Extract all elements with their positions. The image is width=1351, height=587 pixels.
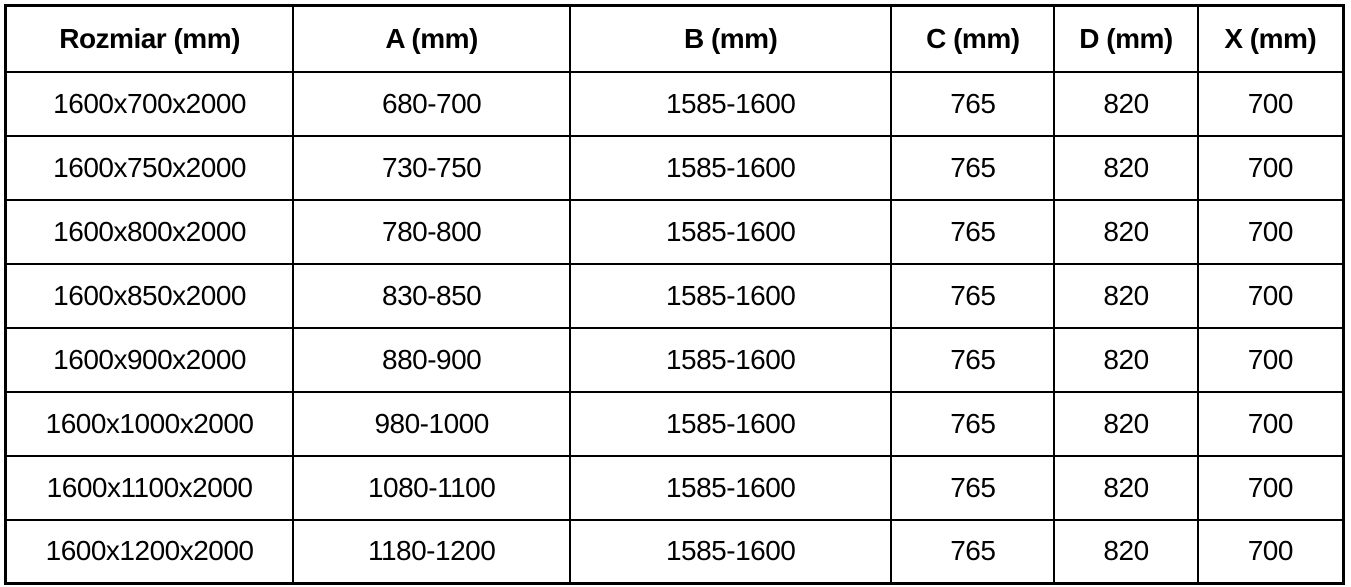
table-cell: 700 <box>1198 72 1344 136</box>
table-cell: 1080-1100 <box>293 456 570 520</box>
table-cell: 820 <box>1054 264 1197 328</box>
table-row <box>6 392 1344 456</box>
table-row <box>6 200 1344 264</box>
table-cell: 820 <box>1054 72 1197 136</box>
table-cell: 1600x900x2000 <box>6 328 294 392</box>
table-row <box>6 520 1344 584</box>
table-cell: 1600x1000x2000 <box>6 392 294 456</box>
column-header: C (mm) <box>891 6 1054 72</box>
table-cell: 1585-1600 <box>570 200 891 264</box>
table-cell: 1585-1600 <box>570 520 891 584</box>
table-row <box>6 456 1344 520</box>
table-cell: 1180-1200 <box>293 520 570 584</box>
table-cell: 1600x1200x2000 <box>6 520 294 584</box>
table-cell: 780-800 <box>293 200 570 264</box>
table-cell: 820 <box>1054 136 1197 200</box>
table-cell: 1585-1600 <box>570 72 891 136</box>
table-cell: 1585-1600 <box>570 328 891 392</box>
table-cell: 1600x1100x2000 <box>6 456 294 520</box>
table-row <box>6 72 1344 136</box>
table-cell: 1600x750x2000 <box>6 136 294 200</box>
table-cell: 880-900 <box>293 328 570 392</box>
column-header: X (mm) <box>1198 6 1344 72</box>
table-row <box>6 328 1344 392</box>
column-header: Rozmiar (mm) <box>6 6 294 72</box>
table-head <box>6 6 1344 72</box>
table-row <box>6 136 1344 200</box>
table-cell: 765 <box>891 456 1054 520</box>
table-cell: 820 <box>1054 392 1197 456</box>
table-cell: 700 <box>1198 264 1344 328</box>
table-cell: 700 <box>1198 200 1344 264</box>
table-cell: 1585-1600 <box>570 136 891 200</box>
table-cell: 1585-1600 <box>570 264 891 328</box>
table-cell: 820 <box>1054 328 1197 392</box>
table-cell: 765 <box>891 136 1054 200</box>
table-cell: 1600x850x2000 <box>6 264 294 328</box>
table-cell: 1585-1600 <box>570 392 891 456</box>
table-cell: 700 <box>1198 392 1344 456</box>
table-cell: 820 <box>1054 456 1197 520</box>
table-cell: 820 <box>1054 200 1197 264</box>
table-cell: 765 <box>891 264 1054 328</box>
table-cell: 1585-1600 <box>570 456 891 520</box>
table-body <box>6 72 1344 584</box>
table-cell: 830-850 <box>293 264 570 328</box>
table-cell: 700 <box>1198 136 1344 200</box>
size-specification-table <box>4 4 1345 585</box>
column-header: B (mm) <box>570 6 891 72</box>
table-cell: 765 <box>891 72 1054 136</box>
table-cell: 700 <box>1198 456 1344 520</box>
table-row <box>6 264 1344 328</box>
table-cell: 765 <box>891 328 1054 392</box>
column-header: D (mm) <box>1054 6 1197 72</box>
table-cell: 820 <box>1054 520 1197 584</box>
table-cell: 1600x700x2000 <box>6 72 294 136</box>
table-cell: 980-1000 <box>293 392 570 456</box>
table-cell: 765 <box>891 520 1054 584</box>
table-cell: 1600x800x2000 <box>6 200 294 264</box>
header-row <box>6 6 1344 72</box>
table-cell: 765 <box>891 200 1054 264</box>
table-cell: 680-700 <box>293 72 570 136</box>
table-cell: 730-750 <box>293 136 570 200</box>
column-header: A (mm) <box>293 6 570 72</box>
table-cell: 700 <box>1198 328 1344 392</box>
table-cell: 700 <box>1198 520 1344 584</box>
table-cell: 765 <box>891 392 1054 456</box>
